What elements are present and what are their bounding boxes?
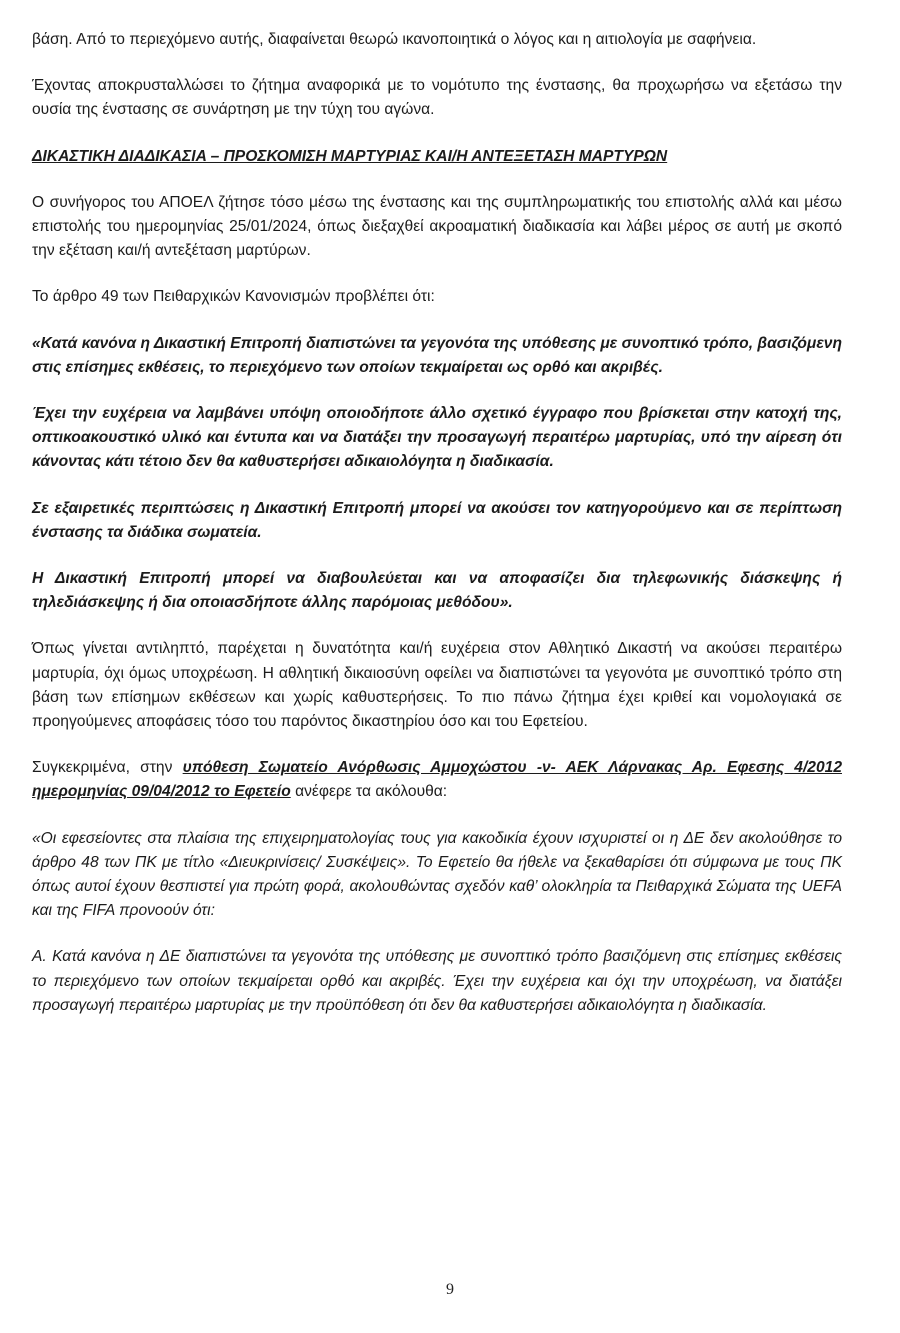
quote-appeal-court-2: Α. Κατά κανόνα η ΔΕ διαπιστώνει τα γεγονότα της υπόθεσης με συνοπτικό τρόπο βασιζόμενη στις επίσημες εκθέσεις το περιεχόμενο των οποίων τεκμαίρεται ορθό και ακριβές. Έχει την ευχέρεια και όχι την υποχρέωση, να διατάξει προσαγωγή περαιτέρω μαρτυρίας με την προϋπόθεση ότι δεν θα καθυστερήσει αδικαιολόγητα η διαδικασία. [32,948,842,1014]
section-heading: ΔΙΚΑΣΤΙΚΗ ΔΙΑΔΙΚΑΣΙΑ – ΠΡΟΣΚΟΜΙΣΗ ΜΑΡΤΥΡΙΑΣ ΚΑΙ/Η ΑΝΤΕΞΕΤΑΣΗ ΜΑΡΤΥΡΩΝ [32,147,668,165]
paragraph-analysis: Όπως γίνεται αντιληπτό, παρέχεται η δυνατότητα και/ή ευχέρεια στον Αθλητικό Δικαστή να ακούσει περαιτέρω μαρτυρία, όχι όμως υποχρέωση. Η αθλητική δικαιοσύνη οφείλει να διαπιστώνει τα γεγονότα με συνοπτικό τρόπο στη βάση των επίσημων εκθέσεων και χωρίς καθυστερήσεις. Το πιο πάνω ζήτημα έχει κριθεί και νομολογιακά σε προηγούμενες αποφάσεις τόσο του παρόντος δικαστηρίου όσο και του Εφετείου. [32,640,842,731]
case-citation: υπόθεση Σωματείο Ανόρθωσις Αμμοχώστου -ν- ΑΕΚ Λάρνακας Αρ. Εφεσης 4/2012 ημερομηνίας 09/04/2012 το Εφετείο [32,759,842,801]
paragraph-intro: βάση. Από το περιεχόμενο αυτής, διαφαίνεται θεωρώ ικανοποιητικά ο λόγος και η αιτιολογία με σαφήνεια. [32,31,757,48]
paragraph-case-reference [32,756,842,804]
document-page [32,28,842,1018]
paragraph-article-49: Το άρθρο 49 των Πειθαρχικών Κανονισμών προβλέπει ότι: [32,288,435,306]
quote-appeal-court-1: «Οι εφεσείοντες στα πλαίσια της επιχειρηματολογίας τους για κακοδικία έχουν ισχυριστεί οι η ΔΕ δεν ακολούθησε το άρθρο 48 των ΠΚ με τίτλο «Διευκρινίσεις/ Συσκέψεις». Το Εφετείο θα ήθελε να ξεκαθαρίσει ότι σύμφωνα με τους ΠΚ όπως αυτοί έχουν θεσπιστεί για πρώτη φορά, ακολουθώντας σχεδόν καθ’ ολοκληρία τα Πειθαρχικά Σώματα της UEFA και της FIFA προνοούν ότι: [32,829,842,920]
case-reference-suffix: ανέφερε τα ακόλουθα: [290,783,448,801]
quote-article-49-part-1: «Κατά κανόνα η Δικαστική Επιτροπή διαπιστώνει τα γεγονότα της υπόθεσης με συνοπτικό τρόπο, βασιζόμενη στις επίσημες εκθέσεις, το περιεχόμενο των οποίων τεκμαίρεται ως ορθό και ακριβές. [32,334,842,376]
quote-article-49-part-2: Έχει την ευχέρεια να λαμβάνει υπόψη οποιοδήποτε άλλο σχετικό έγγραφο που βρίσκεται στην κατοχή της, οπτικοακουστικό υλικό και έντυπα και να διατάξει την προσαγωγή περαιτέρω μαρτυρίας, υπό την αίρεση ότι κάνοντας κάτι τέτοιο δεν θα καθυστερήσει αδικαιολόγητα η διαδικασία. [32,405,842,471]
quote-article-49-part-4: Η Δικαστική Επιτροπή μπορεί να διαβουλεύεται και να αποφασίζει δια τηλεφωνικής διάσκεψης ή τηλεδιάσκεψης ή δια οποιασδήποτε άλλης παρόμοιας μεθόδου». [32,570,842,612]
quote-article-49-part-3: Σε εξαιρετικές περιπτώσεις η Δικαστική Επιτροπή μπορεί να ακούσει τον κατηγορούμενο και σε περίπτωση ένστασης τα διάδικα σωματεία. [32,499,842,541]
paragraph-transition: Έχοντας αποκρυσταλλώσει το ζήτημα αναφορικά με το νομότυπο της ένστασης, θα προχωρήσω να εξετάσω την ουσία της ένστασης σε συνάρτηση με την τύχη του αγώνα. [32,77,842,119]
paragraph-request: Ο συνήγορος του ΑΠΟΕΛ ζήτησε τόσο μέσω της ένστασης και της συμπληρωματικής του επιστολής αλλά και μέσω επιστολής του ημερομηνίας 25/01/2024, όπως διεξαχθεί ακροαματική διαδικασία και λάβει μέρος σε αυτή με σκοπό την εξέταση και/ή αντεξέταση μαρτύρων. [32,193,842,260]
case-reference-prefix: Συγκεκριμένα, στην [32,759,183,777]
page-number: 9 [446,1281,454,1298]
